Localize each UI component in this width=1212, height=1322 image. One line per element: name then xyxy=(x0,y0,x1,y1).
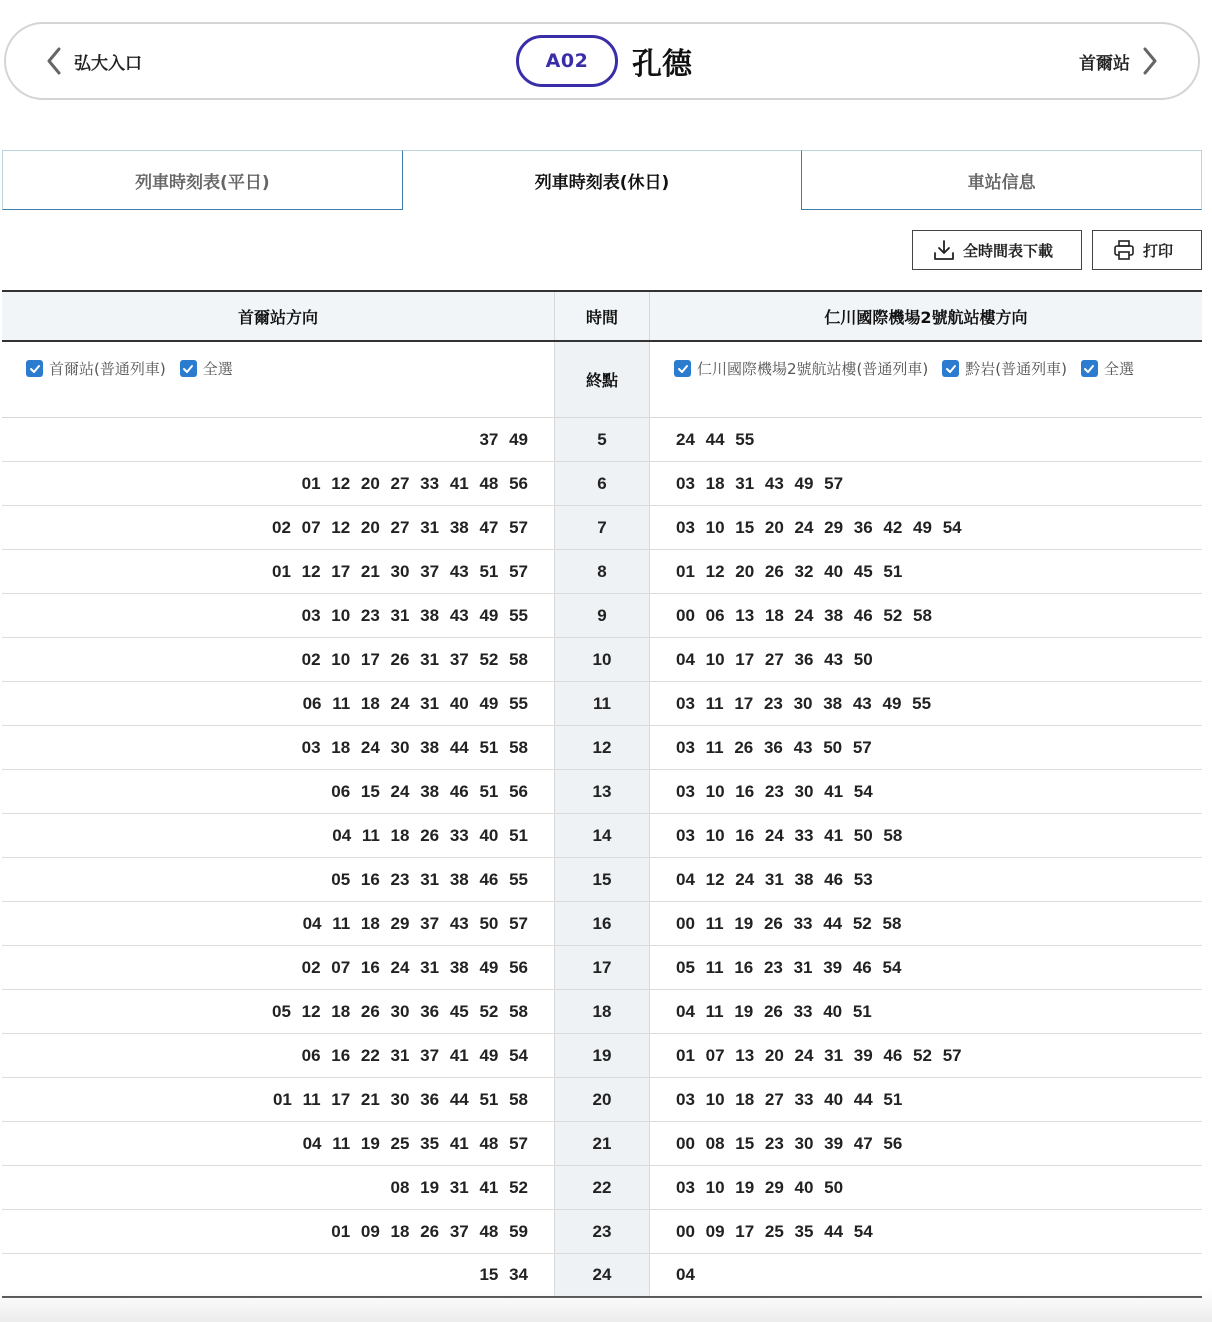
seoul-direction-minutes: 08 19 31 41 52 xyxy=(390,1177,528,1197)
station-name: 孔德 xyxy=(632,47,692,82)
hour-cell: 16 xyxy=(554,902,650,945)
filter-seoul-checkbox[interactable] xyxy=(26,358,166,379)
table-row xyxy=(2,1166,1202,1210)
filter-label: 全選 xyxy=(202,360,233,378)
download-timetable-button[interactable] xyxy=(912,230,1082,270)
hour-cell: 17 xyxy=(554,946,650,989)
seoul-direction-minutes: 05 16 23 31 38 46 55 xyxy=(331,869,528,889)
incheon-direction-minutes: 04 xyxy=(676,1265,695,1284)
seoul-direction-minutes: 02 07 12 20 27 31 38 47 57 xyxy=(272,517,528,537)
filter-label: 首爾站(普通列車) xyxy=(49,360,166,378)
seoul-direction-minutes: 01 09 18 26 37 48 59 xyxy=(331,1221,528,1241)
incheon-direction-minutes: 04 11 19 26 33 40 51 xyxy=(676,1001,872,1021)
timetable xyxy=(2,290,1202,1298)
chevron-left-icon xyxy=(46,47,62,75)
incheon-direction-minutes: 01 07 13 20 24 31 39 46 52 57 xyxy=(676,1045,962,1065)
tab-holiday-timetable[interactable]: 列車時刻表(休日) xyxy=(403,150,802,210)
checkbox-checked-icon xyxy=(26,360,43,377)
seoul-direction-minutes: 06 15 24 38 46 51 56 xyxy=(331,781,528,801)
table-row xyxy=(2,462,1202,506)
hour-cell: 7 xyxy=(554,506,650,549)
hour-cell: 13 xyxy=(554,770,650,813)
timetable-header xyxy=(2,290,1202,342)
table-row xyxy=(2,770,1202,814)
filter-incheon-t2-checkbox[interactable] xyxy=(674,358,928,379)
incheon-direction-minutes: 04 12 24 31 38 46 53 xyxy=(676,869,873,889)
table-row xyxy=(2,1122,1202,1166)
header-incheon-direction: 仁川國際機場2號航站樓方向 xyxy=(824,307,1028,327)
hour-cell: 20 xyxy=(554,1078,650,1121)
filter-right-select-all-checkbox[interactable] xyxy=(1081,358,1134,379)
hour-cell: 24 xyxy=(554,1254,650,1296)
header-time: 時間 xyxy=(554,292,650,340)
hour-cell: 21 xyxy=(554,1122,650,1165)
incheon-direction-minutes: 00 11 19 26 33 44 52 58 xyxy=(676,913,902,933)
hour-cell: 12 xyxy=(554,726,650,769)
filter-label: 全選 xyxy=(1103,360,1134,378)
terminal-label: 終點 xyxy=(554,342,650,417)
table-row xyxy=(2,946,1202,990)
incheon-direction-minutes: 03 10 19 29 40 50 xyxy=(676,1177,844,1197)
next-station-link[interactable] xyxy=(1079,24,1158,98)
seoul-direction-minutes: 03 10 23 31 38 43 49 55 xyxy=(301,605,528,625)
incheon-direction-minutes: 03 10 16 23 30 41 54 xyxy=(676,781,873,801)
seoul-direction-minutes: 03 18 24 30 38 44 51 58 xyxy=(301,737,528,757)
seoul-direction-minutes: 37 49 xyxy=(479,429,528,449)
hour-cell: 10 xyxy=(554,638,650,681)
incheon-direction-minutes: 04 10 17 27 36 43 50 xyxy=(676,649,873,669)
seoul-direction-minutes: 01 11 17 21 30 36 44 51 58 xyxy=(272,1089,528,1109)
table-row xyxy=(2,418,1202,462)
seoul-direction-minutes: 02 10 17 26 31 37 52 58 xyxy=(301,649,528,669)
station-code-badge: A02 xyxy=(516,35,618,87)
checkbox-checked-icon xyxy=(942,360,959,377)
hour-cell: 11 xyxy=(554,682,650,725)
incheon-direction-minutes: 03 10 18 27 33 40 44 51 xyxy=(676,1089,903,1109)
table-row xyxy=(2,1210,1202,1254)
incheon-direction-minutes: 03 10 15 20 24 29 36 42 49 54 xyxy=(676,517,962,537)
download-icon xyxy=(933,239,955,261)
next-station-label: 首爾站 xyxy=(1079,53,1130,74)
seoul-direction-minutes: 02 07 16 24 31 38 49 56 xyxy=(301,957,528,977)
table-row xyxy=(2,858,1202,902)
table-row xyxy=(2,594,1202,638)
table-row xyxy=(2,506,1202,550)
checkbox-checked-icon xyxy=(180,360,197,377)
seoul-direction-minutes: 04 11 19 25 35 41 48 57 xyxy=(302,1133,528,1153)
filter-label: 黔岩(普通列車) xyxy=(965,360,1067,378)
action-buttons xyxy=(912,230,1202,270)
timetable-body xyxy=(2,418,1202,1298)
timetable-tabs xyxy=(2,150,1202,210)
download-button-label: 全時間表下載 xyxy=(963,241,1054,260)
current-station xyxy=(516,24,692,98)
print-button[interactable] xyxy=(1092,230,1202,270)
incheon-direction-minutes: 03 11 17 23 30 38 43 49 55 xyxy=(676,693,932,713)
hour-cell: 5 xyxy=(554,418,650,461)
incheon-direction-minutes: 03 10 16 24 33 41 50 58 xyxy=(676,825,903,845)
checkbox-checked-icon xyxy=(1081,360,1098,377)
table-row xyxy=(2,550,1202,594)
prev-station-label: 弘大入口 xyxy=(74,53,142,74)
table-row xyxy=(2,726,1202,770)
incheon-direction-minutes: 00 09 17 25 35 44 54 xyxy=(676,1221,873,1241)
left-filters xyxy=(2,342,554,417)
incheon-direction-minutes: 01 12 20 26 32 40 45 51 xyxy=(676,561,903,581)
seoul-direction-minutes: 06 11 18 24 31 40 49 55 xyxy=(302,693,528,713)
incheon-direction-minutes: 00 08 15 23 30 39 47 56 xyxy=(676,1133,903,1153)
print-button-label: 打印 xyxy=(1143,241,1174,260)
seoul-direction-minutes: 01 12 17 21 30 37 43 51 57 xyxy=(272,561,528,581)
table-row xyxy=(2,814,1202,858)
hour-cell: 6 xyxy=(554,462,650,505)
hour-cell: 9 xyxy=(554,594,650,637)
prev-station-link[interactable] xyxy=(46,24,142,98)
incheon-direction-minutes: 00 06 13 18 24 38 46 52 58 xyxy=(676,605,932,625)
table-row xyxy=(2,682,1202,726)
hour-cell: 8 xyxy=(554,550,650,593)
chevron-right-icon xyxy=(1142,47,1158,75)
hour-cell: 19 xyxy=(554,1034,650,1077)
seoul-direction-minutes: 04 11 18 26 33 40 51 xyxy=(332,825,528,845)
seoul-direction-minutes: 15 34 xyxy=(479,1265,528,1284)
checkbox-checked-icon xyxy=(674,360,691,377)
station-navigation-bar xyxy=(4,22,1200,100)
right-filters xyxy=(650,342,1202,417)
table-row xyxy=(2,902,1202,946)
incheon-direction-minutes: 05 11 16 23 31 39 46 54 xyxy=(676,957,902,977)
hour-cell: 15 xyxy=(554,858,650,901)
terminal-filter-row xyxy=(2,342,1202,418)
header-seoul-direction: 首爾站方向 xyxy=(237,307,318,327)
hour-cell: 18 xyxy=(554,990,650,1033)
printer-icon xyxy=(1113,239,1135,261)
incheon-direction-minutes: 03 18 31 43 49 57 xyxy=(676,473,844,493)
incheon-direction-minutes: 24 44 55 xyxy=(676,429,755,449)
seoul-direction-minutes: 05 12 18 26 30 36 45 52 58 xyxy=(272,1001,528,1021)
incheon-direction-minutes: 03 11 26 36 43 50 57 xyxy=(676,737,872,757)
table-row xyxy=(2,1034,1202,1078)
table-row xyxy=(2,990,1202,1034)
tab-station-info[interactable]: 車站信息 xyxy=(801,150,1202,210)
seoul-direction-minutes: 06 16 22 31 37 41 49 54 xyxy=(301,1045,528,1065)
bottom-fade xyxy=(0,1290,1212,1322)
filter-left-select-all-checkbox[interactable] xyxy=(180,358,233,379)
filter-label: 仁川國際機場2號航站樓(普通列車) xyxy=(697,360,929,378)
tab-weekday-timetable[interactable]: 列車時刻表(平日) xyxy=(2,150,403,210)
seoul-direction-minutes: 04 11 18 29 37 43 50 57 xyxy=(302,913,528,933)
table-row xyxy=(2,638,1202,682)
hour-cell: 14 xyxy=(554,814,650,857)
hour-cell: 23 xyxy=(554,1210,650,1253)
table-row xyxy=(2,1078,1202,1122)
filter-geomam-checkbox[interactable] xyxy=(942,358,1067,379)
seoul-direction-minutes: 01 12 20 27 33 41 48 56 xyxy=(301,473,528,493)
hour-cell: 22 xyxy=(554,1166,650,1209)
